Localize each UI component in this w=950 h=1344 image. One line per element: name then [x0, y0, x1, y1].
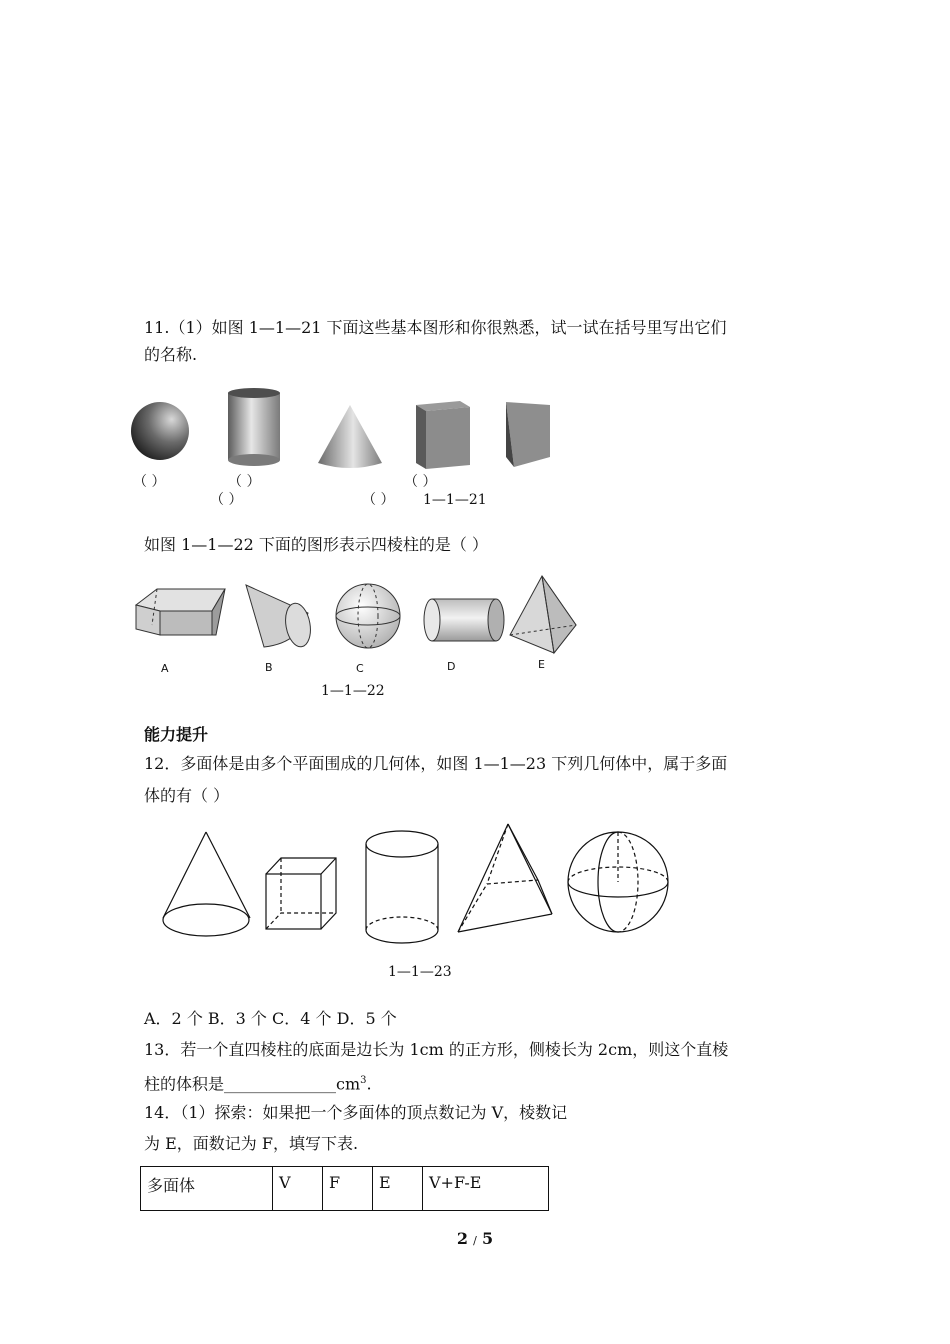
table-header-cell: F [323, 1167, 373, 1211]
cylinder-line-shape [366, 831, 438, 943]
caption-1-1-22: 1—1—22 [321, 683, 385, 699]
label-a: A [161, 662, 169, 675]
polyhedron-table [140, 1166, 549, 1211]
label-b: B [265, 661, 273, 674]
q11b-text: 如图 1—1—22 下面的图形表示四棱柱的是（ ） [144, 535, 488, 554]
caption-1-1-21: 1—1—21 [423, 492, 487, 508]
page-number [0, 1229, 950, 1248]
triangular-prism-shape [506, 402, 550, 467]
table-row [141, 1167, 549, 1211]
q14-line2: 为 E，面数记为 F，填写下表. [144, 1134, 359, 1153]
section-title: 能力提升 [144, 725, 209, 744]
caption-1-1-23: 1—1—23 [388, 964, 452, 980]
paren-cylinder-a: （ ） [228, 474, 261, 490]
q13-superscript: 3 [360, 1075, 367, 1086]
table-header-cell: V+F-E [423, 1167, 549, 1211]
cylinder-d-shape [424, 599, 504, 641]
table-header-cell: V [273, 1167, 323, 1211]
paren-cone: （ ） [362, 492, 395, 508]
q12-options: A．2 个 B．3 个 C．4 个 D．5 个 [144, 1009, 397, 1028]
q11-line2: 的名称. [144, 345, 198, 364]
cone-b-shape [246, 585, 314, 649]
paren-cylinder-b: （ ） [210, 492, 243, 508]
prism-a-shape [136, 589, 225, 635]
pyramid-e-shape [510, 576, 576, 653]
q14-line1: 14．（1）探索：如果把一个多面体的顶点数记为 V，棱数记 [144, 1103, 568, 1122]
cube-shape [416, 401, 470, 469]
sphere-c-shape [336, 584, 400, 648]
q13-line2-end: . [366, 1074, 372, 1094]
figure-1-1-22 [0, 573, 950, 673]
paren-cube: （ ） [404, 474, 437, 490]
cylinder-shape [228, 388, 280, 466]
label-e: E [538, 658, 545, 671]
q11-line1: 11.（1）如图 1—1—21 下面这些基本图形和你很熟悉，试一试在括号里写出它们 [144, 318, 727, 337]
table-header-cell: E [373, 1167, 423, 1211]
pyramid-line-shape [458, 824, 552, 932]
label-d: D [447, 660, 456, 673]
q13-line1: 13．若一个直四棱柱的底面是边长为 1cm 的正方形，侧棱长为 2cm，则这个直棱 [144, 1040, 729, 1059]
sphere-line-shape [568, 832, 668, 932]
table-header-cell: 多面体 [141, 1167, 273, 1211]
paren-sphere: （ ） [133, 474, 166, 490]
figure-1-1-23 [0, 820, 950, 950]
q13-line2-text: 柱的体积是______________cm [144, 1074, 361, 1094]
page-current: 2 [456, 1229, 469, 1248]
page-total: 5 [481, 1229, 494, 1248]
q13-line2 [144, 1070, 372, 1095]
sphere-shape [131, 402, 189, 460]
cube-line-shape [266, 858, 336, 929]
cone-line-shape [163, 832, 250, 936]
q12-line2: 体的有（ ） [144, 786, 230, 805]
label-c: C [356, 662, 364, 675]
cone-shape [318, 405, 382, 468]
page-separator: / [473, 1234, 477, 1247]
q12-line1: 12．多面体是由多个平面围成的几何体，如图 1—1—23 下列几何体中，属于多面 [144, 754, 728, 773]
